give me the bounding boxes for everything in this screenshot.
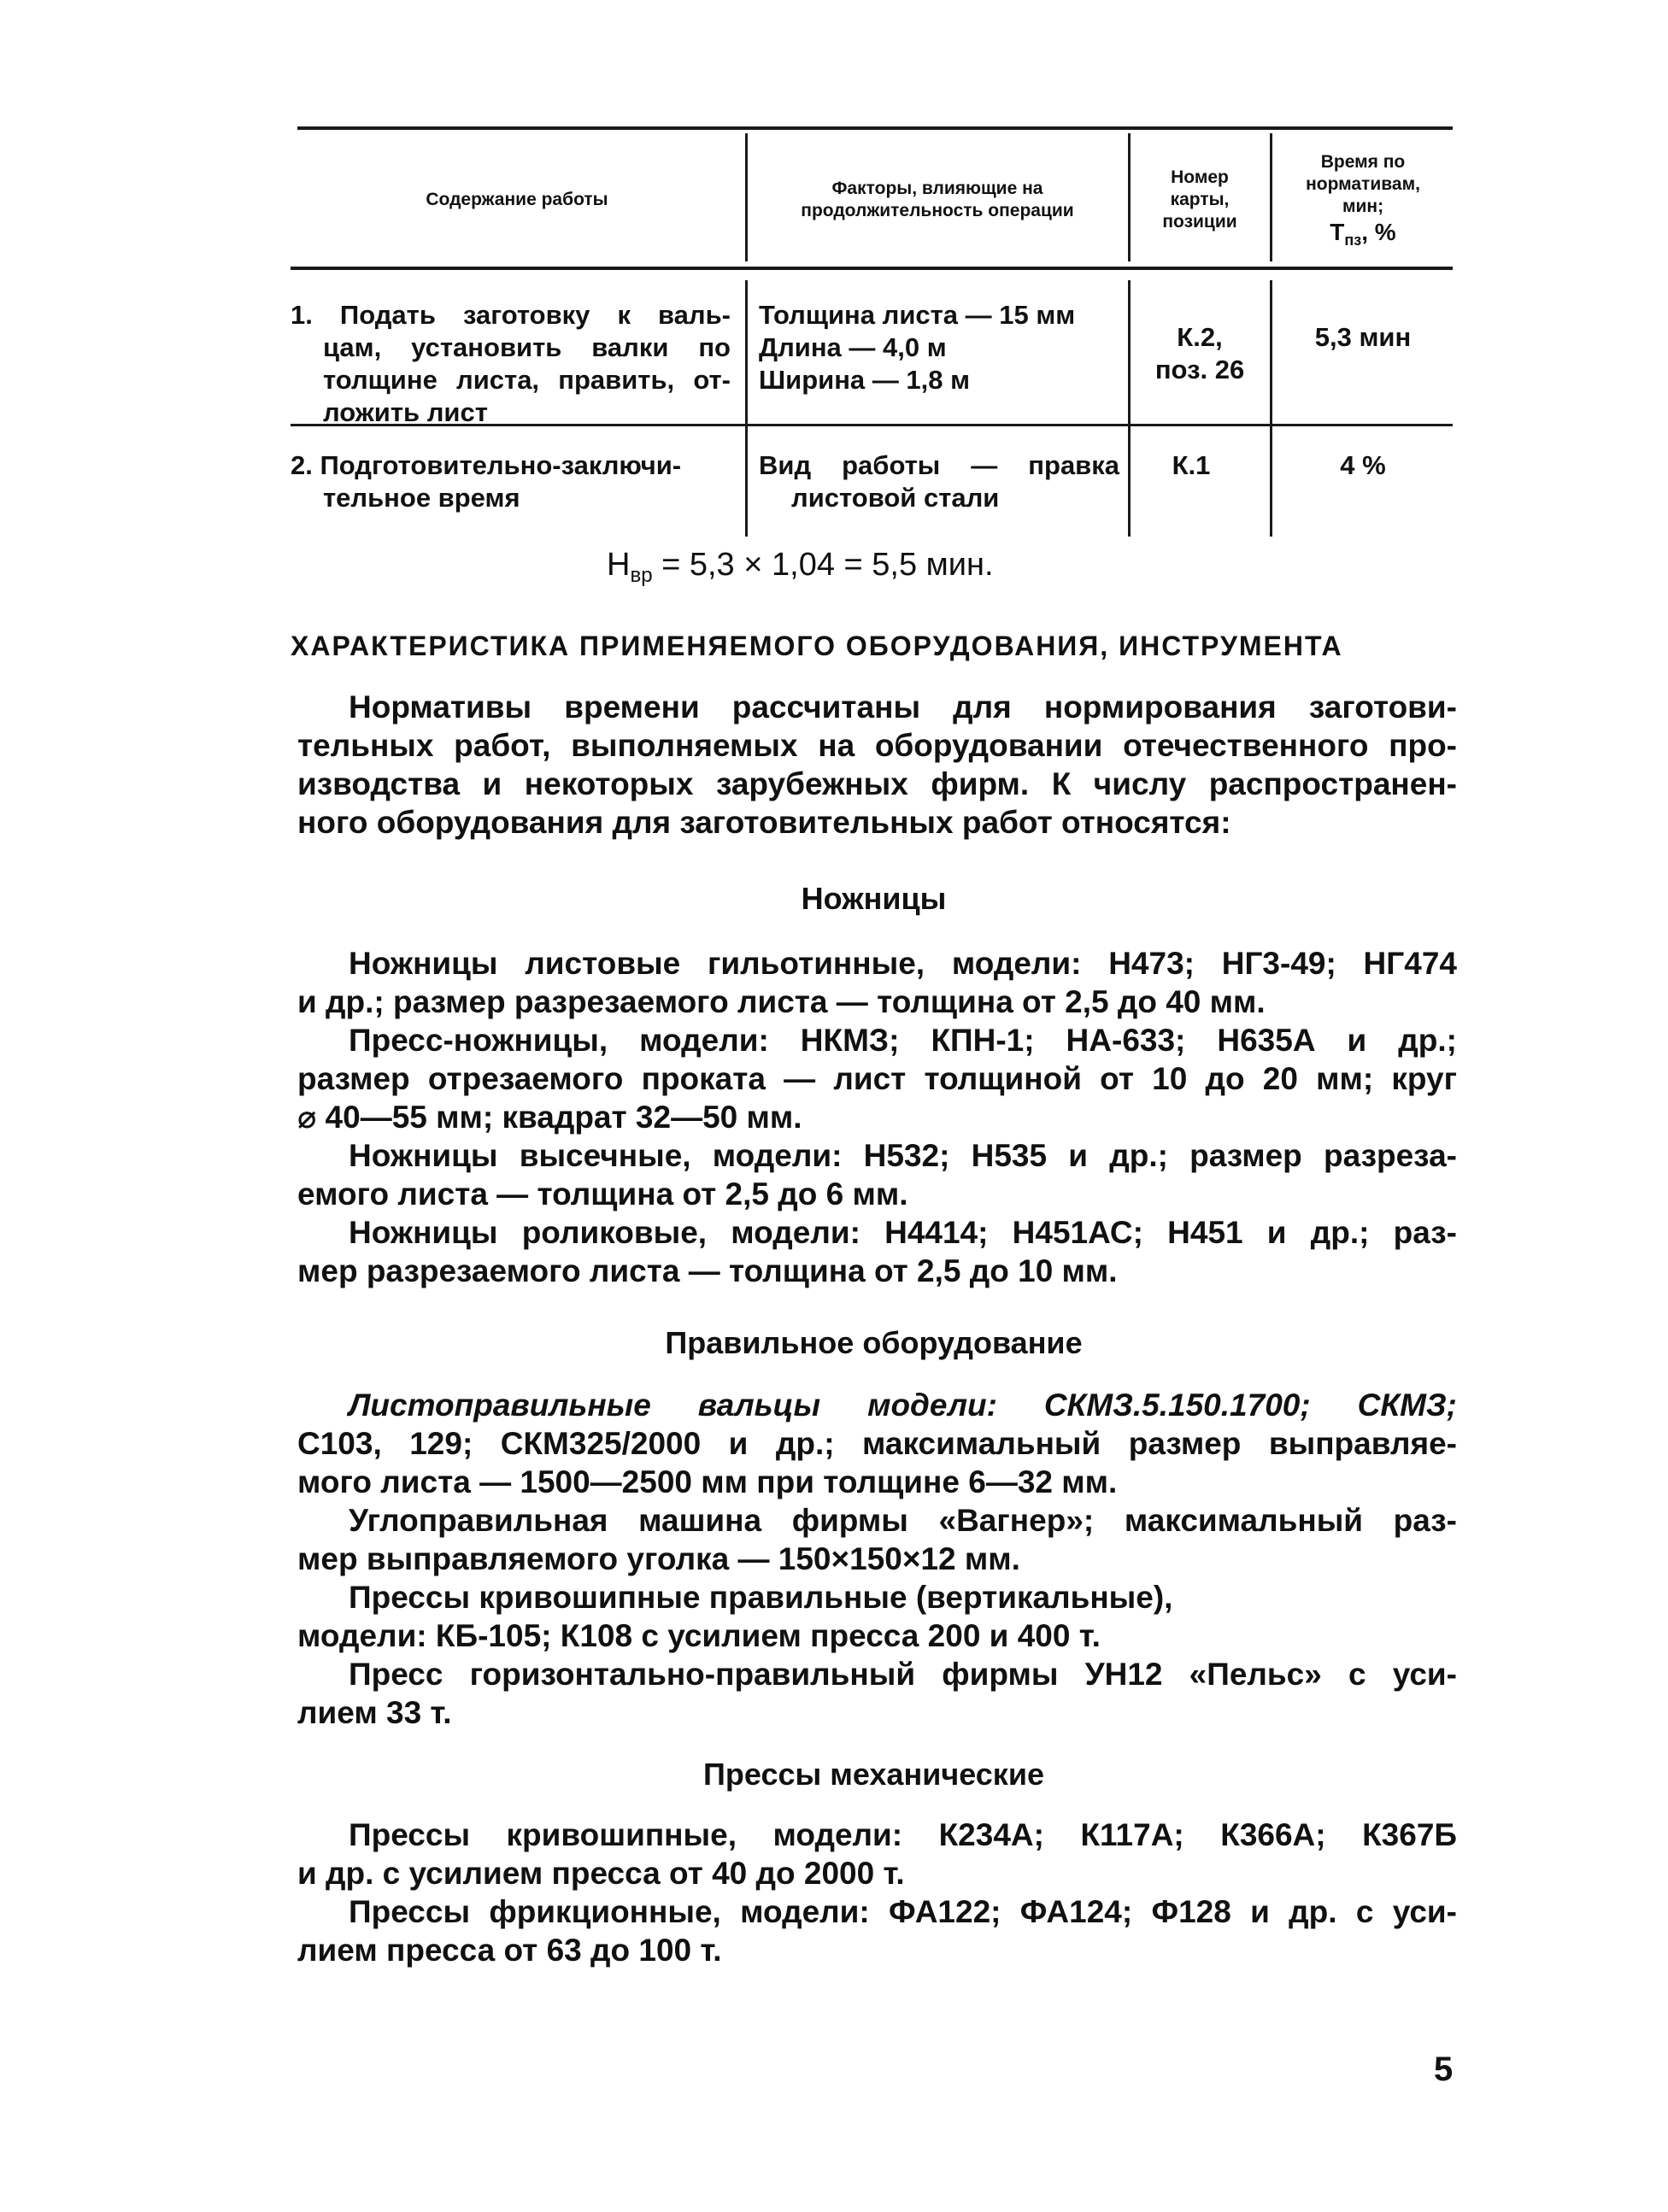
heading-presses: Прессы механические [703, 1757, 1044, 1792]
heading-shears: Ножницы [801, 881, 947, 916]
header-card-line: позиции [1162, 212, 1237, 232]
table-col-divider [1128, 133, 1131, 261]
cell-line: Длина — 4,0 м [759, 332, 947, 362]
text-line: Углоправильная машина фирмы «Вагнер»; максимальный раз- [349, 1503, 1457, 1538]
cell-line: тельное время [323, 483, 520, 513]
shears-paragraph-roller [297, 1213, 1457, 1290]
text-line: Нормативы времени рассчитаны для нормирования заготови- [349, 689, 1457, 725]
text-line: С103, 129; СКМ325/2000 и др.; максимальный размер выправляе- [297, 1426, 1457, 1461]
text-line: лием 33 т. [297, 1695, 452, 1730]
table-row-1-card [1131, 321, 1268, 386]
cell-line: Ширина — 1,8 м [759, 365, 971, 395]
header-card-line: Номер [1171, 167, 1229, 187]
text-line: ⌀ 40—55 мм; квадрат 32—50 мм. [297, 1100, 802, 1135]
cell-line: 4 % [1340, 450, 1386, 480]
header-work-label: Содержание работы [426, 190, 608, 209]
header-factors [749, 135, 1126, 265]
header-factors-line: продолжительность операции [801, 201, 1074, 220]
table-row-1-time [1273, 321, 1453, 354]
presses-paragraph-friction [297, 1892, 1457, 1969]
cell-line: 2. Подготовительно-заключи- [291, 450, 682, 480]
header-factors-line: Факторы, влияющие на [831, 179, 1043, 198]
header-time-line: мин; [1342, 196, 1384, 216]
text-line: Ножницы высечные, модели: Н532; Н535 и др.; размер разреза- [349, 1138, 1457, 1173]
text-line: модели: КБ-105; К108 с усилием пресса 200 и 400 т. [297, 1618, 1101, 1653]
table-row-2-factors [759, 449, 1119, 514]
table-row-2-work [291, 449, 739, 514]
presses-paragraph-crank [297, 1816, 1457, 1892]
cell-line: поз. 26 [1154, 355, 1245, 384]
header-time-norm [1273, 135, 1453, 265]
cell-line: цам, установить валки по [323, 332, 731, 362]
text-line: тельных работ, выполняемых на оборудовании отечественного про- [297, 728, 1457, 763]
cell-line: 5,3 мин [1314, 322, 1412, 352]
formula-expression: = 5,3 × 1,04 = 5,5 мин. [652, 547, 994, 583]
text-line: Ножницы роликовые, модели: Н4414; Н451АС; Н451 и др.; раз- [349, 1215, 1457, 1250]
header-time-symbol: $Т_{пз}$, % [1330, 218, 1396, 249]
cell-line: листовой стали [791, 483, 1000, 513]
table-header-rule [291, 267, 1453, 270]
header-card-number [1131, 135, 1268, 265]
header-time-line: Время по [1320, 151, 1406, 172]
header-work-content [291, 135, 743, 265]
straightening-paragraph-crank [297, 1578, 1457, 1655]
table-col-divider [745, 280, 748, 537]
page-number: 5 [1434, 2051, 1454, 2088]
formula-symbol: Н [607, 547, 631, 583]
straightening-paragraph-rolls [297, 1386, 1457, 1501]
header-time-line: нормативам, [1306, 173, 1420, 194]
table-col-divider [745, 133, 748, 261]
text-line: и др.; размер разрезаемого листа — толщина от 2,5 до 40 мм. [297, 984, 1266, 1019]
text-line: и др. с усилием пресса от 40 до 2000 т. [297, 1856, 905, 1891]
table-row-1-factors [759, 299, 1126, 396]
text-line: изводства и некоторых зарубежных фирм. К числу распространен- [297, 766, 1457, 801]
norms-table [291, 126, 1453, 537]
cell-line: толщине листа, править, от- [323, 365, 731, 395]
text-line: Прессы фрикционные, модели: ФА122; ФА124; Ф128 и др. с уси- [349, 1894, 1457, 1929]
straightening-paragraph-horizontal [297, 1655, 1457, 1732]
cell-line: 1. Подать заготовку к валь- [291, 300, 731, 330]
text-line: мер выправляемого уголка — 150×150×12 мм. [297, 1541, 1020, 1576]
text-line: Прессы кривошипные, модели: К234А; К117А; К366А; К367Б [349, 1817, 1457, 1852]
section-title: ХАРАКТЕРИСТИКА ПРИМЕНЯЕМОГО ОБОРУДОВАНИЯ, ИНСТРУМЕНТА [291, 631, 1343, 661]
text-line: лием пресса от 63 до 100 т. [297, 1933, 722, 1968]
table-row-2-card [1131, 449, 1251, 482]
header-card-line: карты, [1170, 190, 1230, 209]
text-line: Листоправильные вальцы модели: СКМЗ.5.150.1700; СКМЗ; [349, 1388, 1457, 1423]
straightening-paragraph-angle [297, 1501, 1457, 1578]
text-line: ного оборудования для заготовительных работ относятся: [297, 805, 1231, 840]
shears-paragraph-guillotine [297, 944, 1457, 1021]
cell-line: К.1 [1172, 450, 1211, 480]
text-line: емого листа — толщина от 2,5 до 6 мм. [297, 1176, 908, 1212]
text-line: размер отрезаемого проката — лист толщиной от 10 до 20 мм; круг [297, 1061, 1457, 1096]
table-row-2-time [1273, 449, 1453, 482]
text-line: Ножницы листовые гильотинные, модели: Н473; НГ3-49; НГ474 [349, 946, 1457, 981]
time-norm-formula [607, 547, 994, 587]
cell-line: ложить лист [323, 397, 488, 427]
cell-line: К.2, [1177, 322, 1223, 352]
text-line: Пресс-ножницы, модели: НКМЗ; КПН-1; НА-633; Н635А и др.; [349, 1023, 1457, 1058]
shears-paragraph-press [297, 1021, 1457, 1136]
table-col-divider [1270, 280, 1272, 537]
table-col-divider [1128, 280, 1131, 537]
intro-paragraph [297, 688, 1457, 842]
text-line: Пресс горизонтально-правильный фирмы УН12 «Пельс» с уси- [349, 1657, 1457, 1692]
table-row-1-work [291, 299, 731, 429]
heading-straightening: Правильное оборудование [665, 1325, 1083, 1360]
formula-subscript: вр [630, 564, 653, 587]
text-line: мого листа — 1500—2500 мм при толщине 6—32 мм. [297, 1464, 1118, 1499]
text-line: Прессы кривошипные правильные (вертикальные), [349, 1580, 1173, 1615]
cell-line: Вид работы — правка [759, 450, 1119, 480]
cell-line: Толщина листа — 15 мм [759, 300, 1076, 330]
shears-paragraph-nibbling [297, 1136, 1457, 1213]
table-col-divider [1270, 133, 1272, 261]
text-line: мер разрезаемого листа — толщина от 2,5 до 10 мм. [297, 1253, 1118, 1288]
table-top-rule [297, 126, 1453, 130]
